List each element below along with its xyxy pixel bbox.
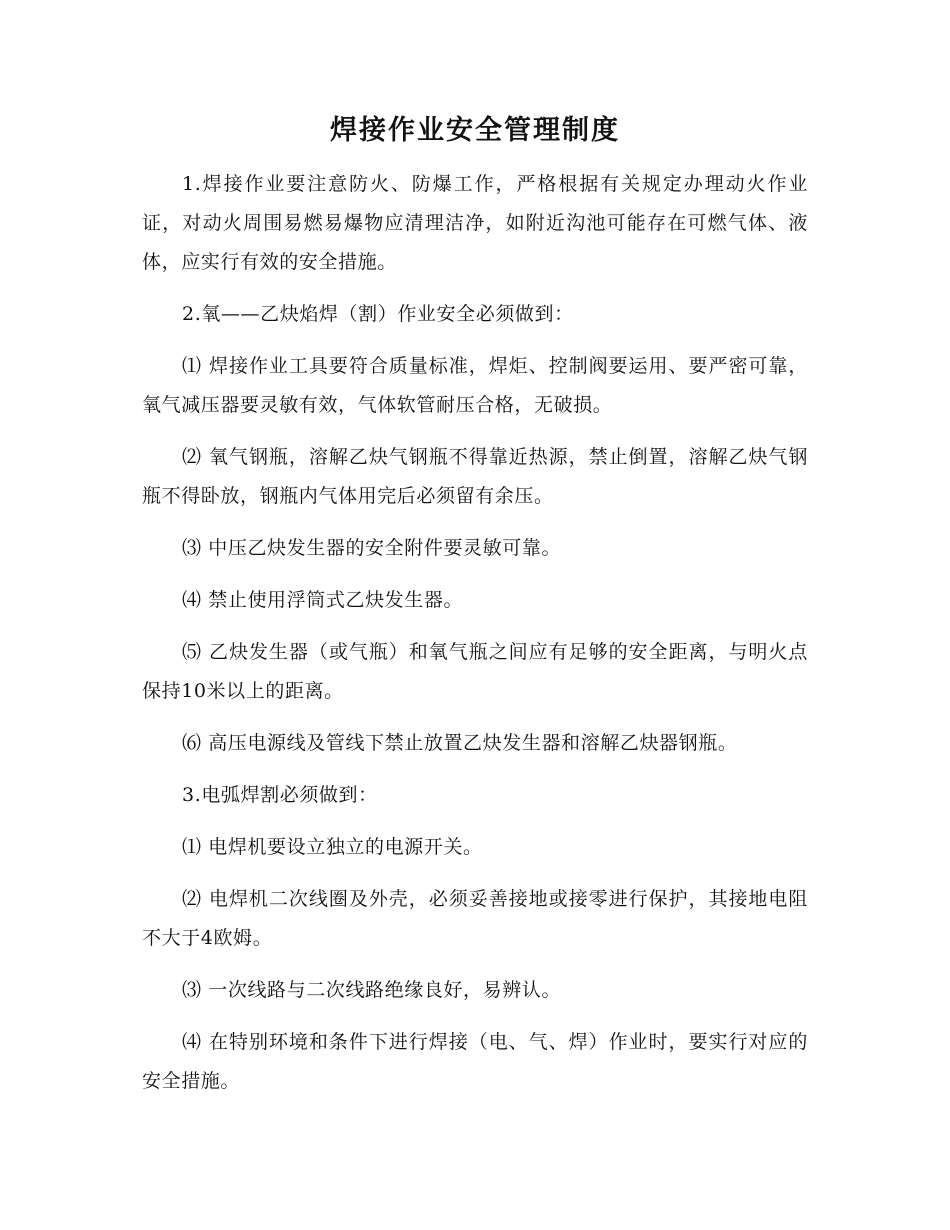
paragraph-oxyacetylene-heading: 2.氧——乙炔焰焊（割）作业安全必须做到： <box>182 303 574 325</box>
paragraph-oxyacetylene-item-6: ⑹ 高压电源线及管线下禁止放置乙炔发生器和溶解乙炔器钢瓶。 <box>182 732 738 754</box>
paragraph-oxyacetylene-item-3: ⑶ 中压乙炔发生器的安全附件要灵敏可靠。 <box>182 537 562 559</box>
document-title: 焊接作业安全管理制度 <box>330 115 620 146</box>
paragraph-arc-welding-heading: 3.电弧焊割必须做到： <box>182 784 378 806</box>
paragraph-arc-welding-item-1: ⑴ 电焊机要设立独立的电源开关。 <box>182 836 483 858</box>
paragraph-oxyacetylene-item-2: ⑵ 氧气钢瓶，溶解乙炔气钢瓶不得靠近热源，禁止倒置，溶解乙炔气钢瓶不得卧放，钢瓶内气体用完后必须留有余压。 <box>142 446 808 507</box>
paragraph-oxyacetylene-item-1: ⑴ 焊接作业工具要符合质量标准，焊炬、控制阀要运用、要严密可靠，氧气减压器要灵敏有效，气体软管耐压合格，无破损。 <box>142 355 808 416</box>
document-body <box>142 165 808 1101</box>
paragraph-arc-welding-item-4: ⑷ 在特别环境和条件下进行焊接（电、气、焊）作业时，要实行对应的安全措施。 <box>142 1031 808 1092</box>
paragraph-arc-welding-item-2: ⑵ 电焊机二次线圈及外壳，必须妥善接地或接零进行保护，其接地电阻不大于4欧姆。 <box>142 888 808 949</box>
paragraph-oxyacetylene-item-4: ⑷ 禁止使用浮筒式乙炔发生器。 <box>182 589 464 611</box>
paragraph-arc-welding-item-3: ⑶ 一次线路与二次线路绝缘良好，易辨认。 <box>182 979 562 1001</box>
paragraph-oxyacetylene-item-5: ⑸ 乙炔发生器（或气瓶）和氧气瓶之间应有足够的安全距离，与明火点保持10米以上的距离。 <box>142 641 808 702</box>
paragraph-fire-prevention: 1.焊接作业要注意防火、防爆工作，严格根据有关规定办理动火作业证，对动火周围易燃易爆物应清理洁净，如附近沟池可能存在可燃气体、液体，应实行有效的安全措施。 <box>142 173 808 273</box>
